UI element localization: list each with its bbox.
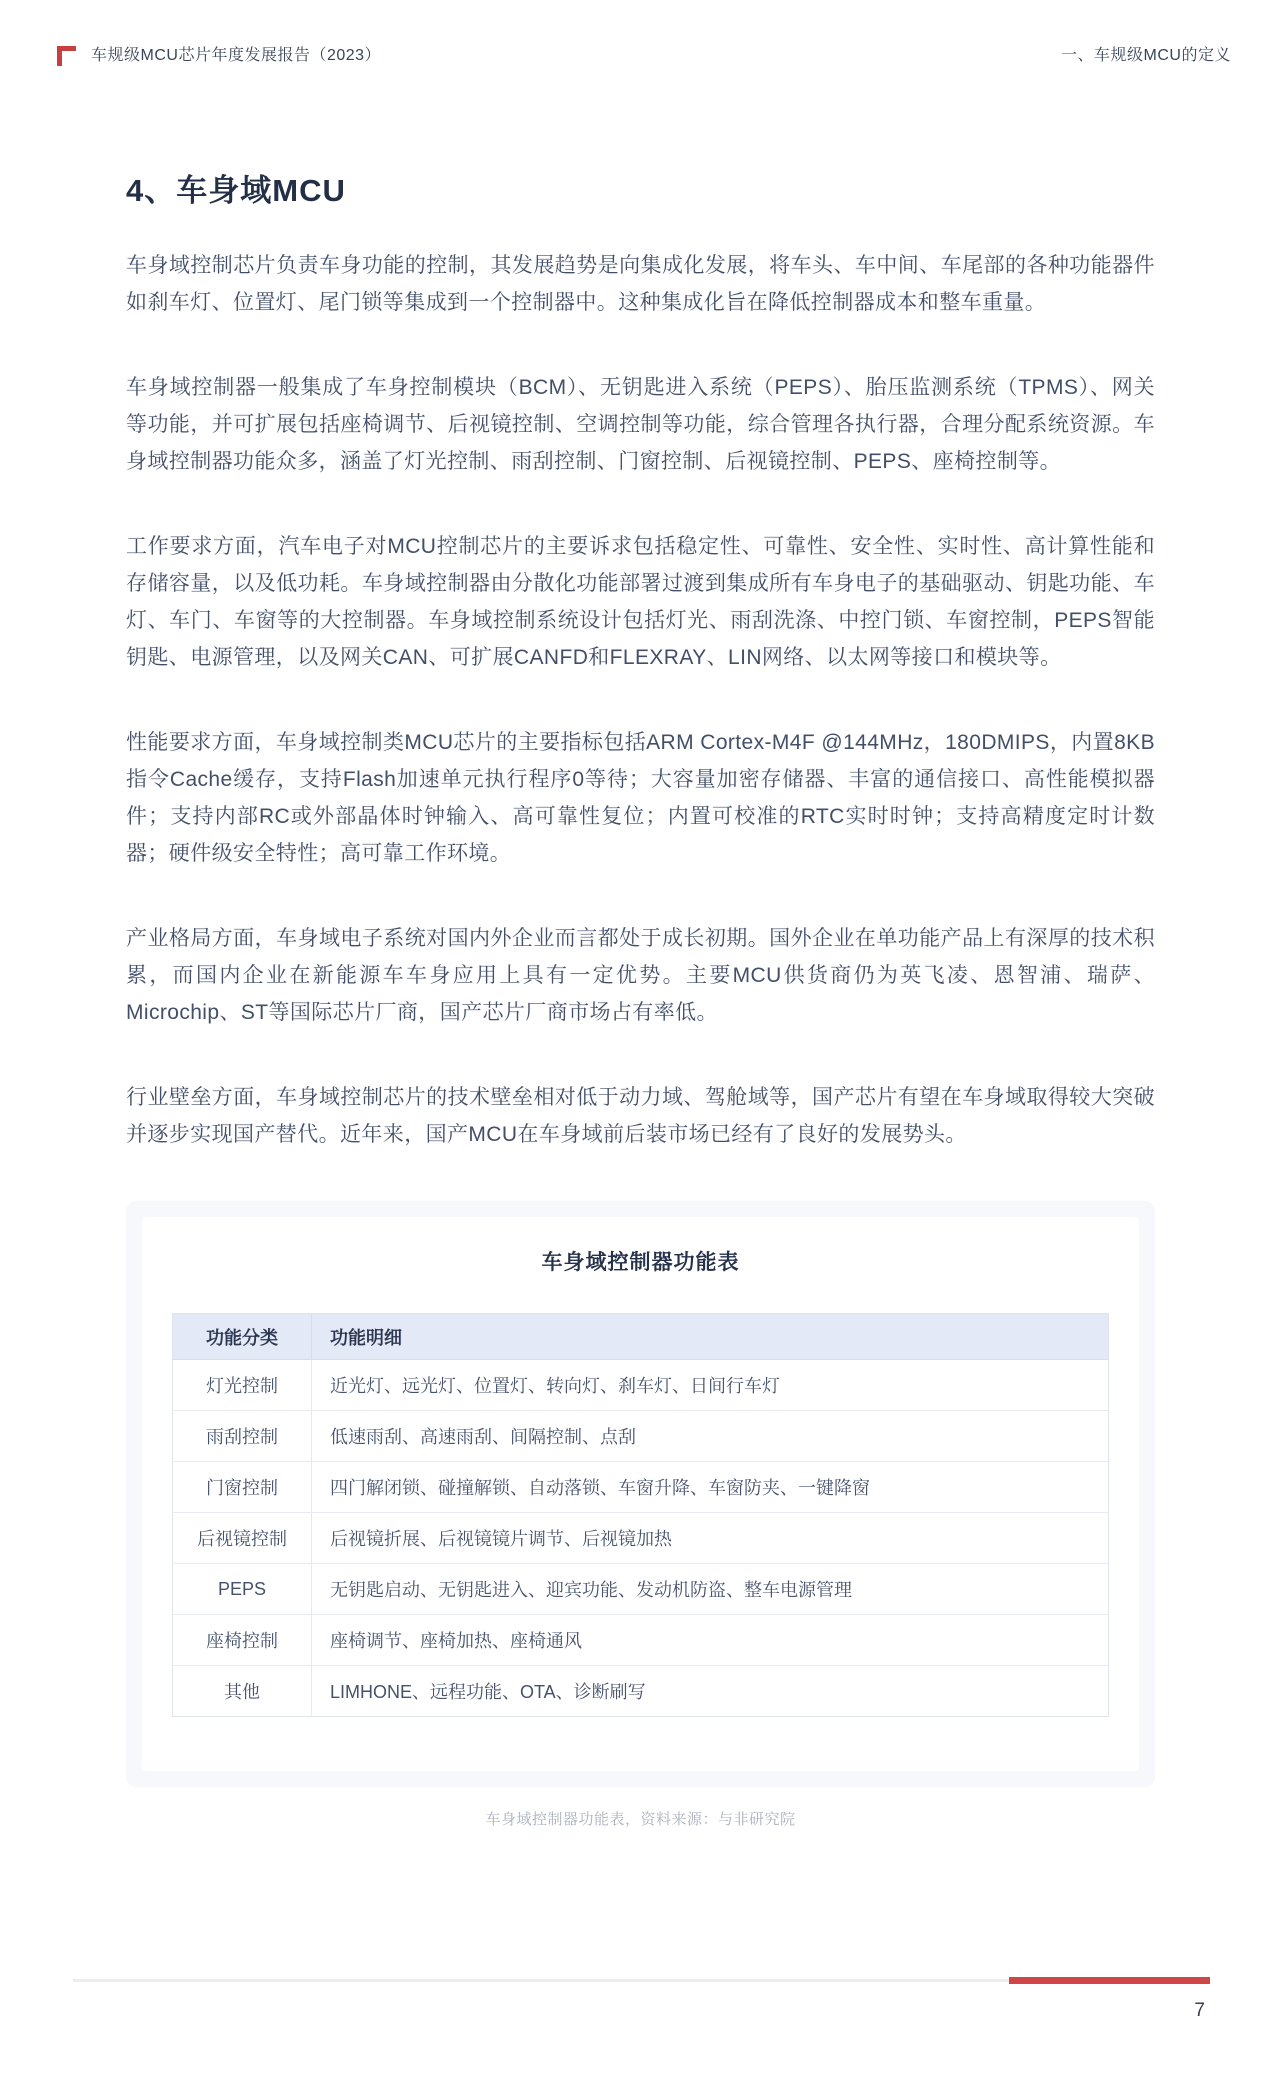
table-title: 车身域控制器功能表 — [541, 1251, 740, 1274]
report-title: 车规级MCU芯片年度发展报告（2023） — [91, 47, 382, 64]
paragraph-1: 车身域控制芯片负责车身功能的控制，其发展趋势是向集成化发展，将车头、车中间、车尾部的各种功能器件如刹车灯、位置灯、尾门锁等集成到一个控制器中。这种集成化旨在降低控制器成本和整车重量。 — [126, 254, 1155, 314]
chapter-title: 一、车规级MCU的定义 — [1061, 47, 1231, 64]
detail-cell: 近光灯、远光灯、位置灯、转向灯、刹车灯、日间行车灯 — [312, 1360, 1109, 1411]
detail-cell: 无钥匙启动、无钥匙进入、迎宾功能、发动机防盗、整车电源管理 — [312, 1564, 1109, 1615]
detail-cell: LIMHONE、远程功能、OTA、诊断刷写 — [330, 1682, 646, 1702]
paragraph-2: 车身域控制器一般集成了车身控制模块（BCM）、无钥匙进入系统（PEPS）、胎压监测系统（TPMS）、网关等功能，并可扩展包括座椅调节、后视镜控制、空调控制等功能，综合管理各执行器，合理分配系统资源。车身域控制器功能众多，涵盖了灯光控制、雨刮控制、门窗控制、后视镜控制、PEPS、座椅控制等。 — [126, 376, 1155, 473]
detail-cell: 后视镜折展、后视镜镜片调节、后视镜加热 — [312, 1513, 1109, 1564]
table-caption: 车身域控制器功能表，资料来源：与非研究院 — [485, 1811, 796, 1828]
table-row — [173, 1564, 1109, 1615]
paragraph-5: 产业格局方面，车身域电子系统对国内外企业而言都处于成长初期。国外企业在单功能产品上有深厚的技术积累，而国内企业在新能源车车身应用上具有一定优势。主要MCU供货商仍为英飞凌、恩智浦、瑞萨、Microchip、ST等国际芯片厂商，国产芯片厂商市场占有率低。 — [126, 927, 1155, 1024]
category-cell: 后视镜控制 — [173, 1513, 312, 1564]
header-left — [57, 45, 381, 67]
category-cell: 门窗控制 — [173, 1462, 312, 1513]
table-row — [173, 1666, 1109, 1717]
table-card — [126, 1201, 1155, 1787]
detail-cell: 低速雨刮、高速雨刮、间隔控制、点刮 — [312, 1411, 1109, 1462]
category-cell: 灯光控制 — [173, 1360, 312, 1411]
page-number: 7 — [1194, 2000, 1205, 2021]
function-table — [172, 1313, 1109, 1717]
table-panel — [142, 1217, 1139, 1771]
column-header-category: 功能分类 — [173, 1314, 312, 1360]
category-cell: 雨刮控制 — [173, 1411, 312, 1462]
paragraph-6: 行业壁垒方面，车身域控制芯片的技术壁垒相对低于动力域、驾舱域等，国产芯片有望在车身域取得较大突破并逐步实现国产替代。近年来，国产MCU在车身域前后装市场已经有了良好的发展势头。 — [126, 1086, 1155, 1146]
paragraph-3: 工作要求方面，汽车电子对MCU控制芯片的主要诉求包括稳定性、可靠性、安全性、实时性、高计算性能和存储容量，以及低功耗。车身域控制器由分散化功能部署过渡到集成所有车身电子的基础驱动、钥匙功能、车灯、车门、车窗等的大控制器。车身域控制系统设计包括灯光、雨刮洗涤、中控门锁、车窗控制，PEPS智能钥匙、电源管理，以及网关CAN、可扩展CANFD和FLEXRAY、LIN网络、以太网等接口和模块等。 — [126, 535, 1155, 669]
category-cell: 其他 — [173, 1666, 312, 1717]
page-header — [0, 0, 1280, 67]
table-row — [173, 1462, 1109, 1513]
table-row — [173, 1615, 1109, 1666]
footer-accent-bar — [1009, 1977, 1210, 1984]
table-row — [173, 1513, 1109, 1564]
detail-cell: 座椅调节、座椅加热、座椅通风 — [312, 1615, 1109, 1666]
table-header-row — [173, 1314, 1109, 1360]
section-title: 4、车身域MCU — [126, 173, 346, 208]
table-row — [173, 1360, 1109, 1411]
table-row — [173, 1411, 1109, 1462]
column-header-detail: 功能明细 — [312, 1314, 1109, 1360]
paragraph-4: 性能要求方面，车身域控制类MCU芯片的主要指标包括ARM Cortex-M4F @144MHz，180DMIPS，内置8KB指令Cache缓存，支持Flash加速单元执行程序0等待；大容量加密存储器、丰富的通信接口、高性能模拟器件；支持内部RC或外部晶体时钟输入、高可靠性复位；内置可校准的RTC实时时钟；支持高精度定时计数器；硬件级安全特性；高可靠工作环境。 — [126, 731, 1155, 865]
category-cell: 座椅控制 — [173, 1615, 312, 1666]
footer-divider — [73, 1979, 1210, 1982]
category-cell: PEPS — [173, 1564, 312, 1615]
detail-cell: 四门解闭锁、碰撞解锁、自动落锁、车窗升降、车窗防夹、一键降窗 — [312, 1462, 1109, 1513]
corner-bracket-icon — [57, 46, 76, 66]
main-content — [0, 170, 1280, 1831]
